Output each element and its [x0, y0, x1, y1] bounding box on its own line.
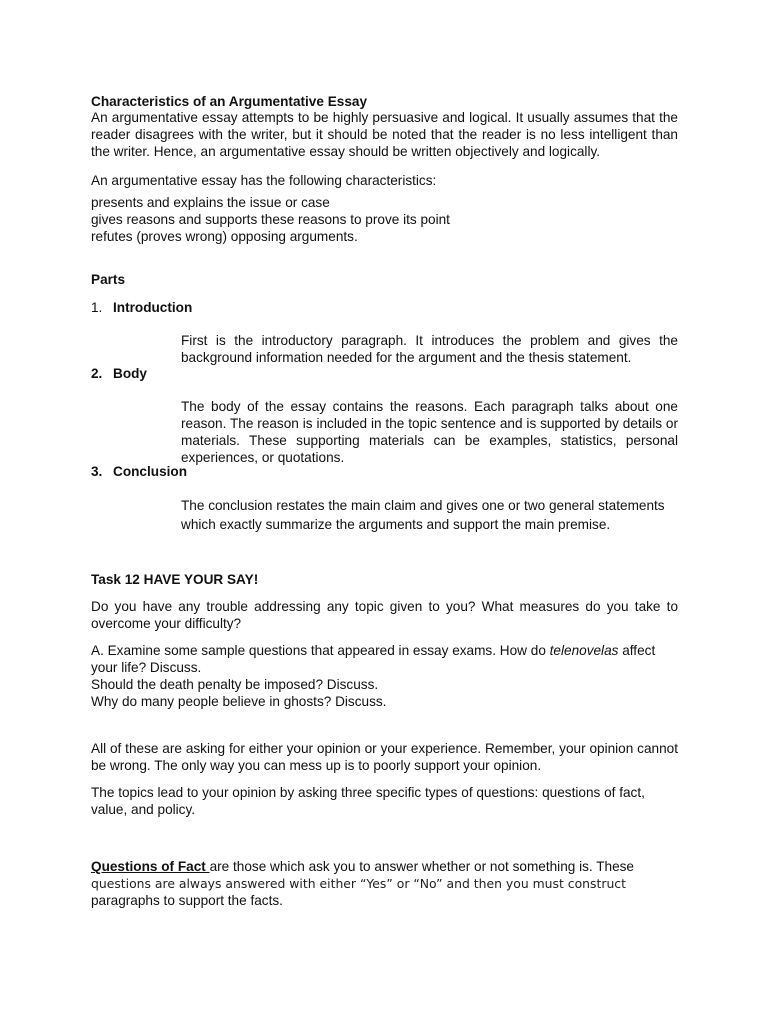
parts-heading: Parts	[91, 272, 126, 287]
text-line: The conclusion restates the main claim and gives one or two general statements	[181, 498, 665, 513]
list-item: presents and explains the issue or case	[91, 195, 330, 210]
part-number: 3.	[91, 464, 103, 479]
questions-of-fact-paragraph: Questions of Fact are those which ask you to answer whether or not something is. These questions are always answered with either “Yes” or “No” and then you must construct paragraphs to support the facts.	[91, 858, 678, 909]
intro-paragraph: An argumentative essay attempts to be highly persuasive and logical. It usually assumes that the reader disagrees with the writer, but it should be noted that the reader is no less intelligent than the writer. Hence, an argumentative essay should be written objectively and logically.	[91, 110, 678, 159]
part-body-text: The body of the essay contains the reasons. Each paragraph talks about one reason. The reason is included in the topic sentence and is supported by details or materials. These supporting materials can be examples, statistics, personal experiences, or quotations.	[181, 399, 678, 465]
document-title: Characteristics of an Argumentative Essay	[91, 94, 368, 109]
sample-question-a: A. Examine some sample questions that appeared in essay exams. How do telenovelas affect your life? Discuss.	[91, 643, 656, 675]
text-line: paragraphs to support the facts.	[91, 893, 283, 908]
part-number: 2.	[91, 366, 103, 381]
sample-questions	[91, 642, 678, 710]
part-introduction-heading	[91, 299, 678, 316]
sample-question: Should the death penalty be imposed? Discuss.	[91, 677, 379, 692]
sample-question: Why do many people believe in ghosts? Discuss.	[91, 694, 387, 709]
topics-paragraph: The topics lead to your opinion by asking three specific types of questions: questions of fact, value, and policy.	[91, 785, 645, 817]
part-number: 1.	[91, 300, 103, 315]
part-name: Introduction	[113, 300, 193, 315]
part-body-heading	[91, 365, 678, 382]
text-line: questions are always answered with either “Yes” or “No” and then you must construct	[91, 876, 626, 891]
telenovelas-term: telenovelas	[549, 643, 619, 658]
opinion-paragraph: All of these are asking for either your opinion or your experience. Remember, your opinion cannot be wrong. The only way you can mess up is to poorly support your opinion.	[91, 741, 678, 773]
characteristics-lead: An argumentative essay has the following characteristics:	[91, 173, 437, 188]
text-line: which exactly summarize the arguments and support the main premise.	[181, 517, 611, 532]
part-conclusion-text	[181, 496, 701, 534]
part-name: Body	[113, 366, 147, 381]
part-introduction-text: First is the introductory paragraph. It introduces the problem and gives the background information needed for the argument and the thesis statement.	[181, 333, 678, 365]
list-item: gives reasons and supports these reasons to prove its point	[91, 212, 450, 227]
task-heading: Task 12 HAVE YOUR SAY!	[91, 572, 259, 587]
part-conclusion-heading	[91, 463, 678, 480]
characteristics-list	[91, 194, 678, 245]
task-question: Do you have any trouble addressing any topic given to you? What measures do you take to overcome your difficulty?	[91, 599, 678, 631]
list-item: refutes (proves wrong) opposing arguments.	[91, 229, 358, 244]
questions-of-fact-term: Questions of Fact	[91, 859, 210, 874]
part-name: Conclusion	[113, 464, 188, 479]
